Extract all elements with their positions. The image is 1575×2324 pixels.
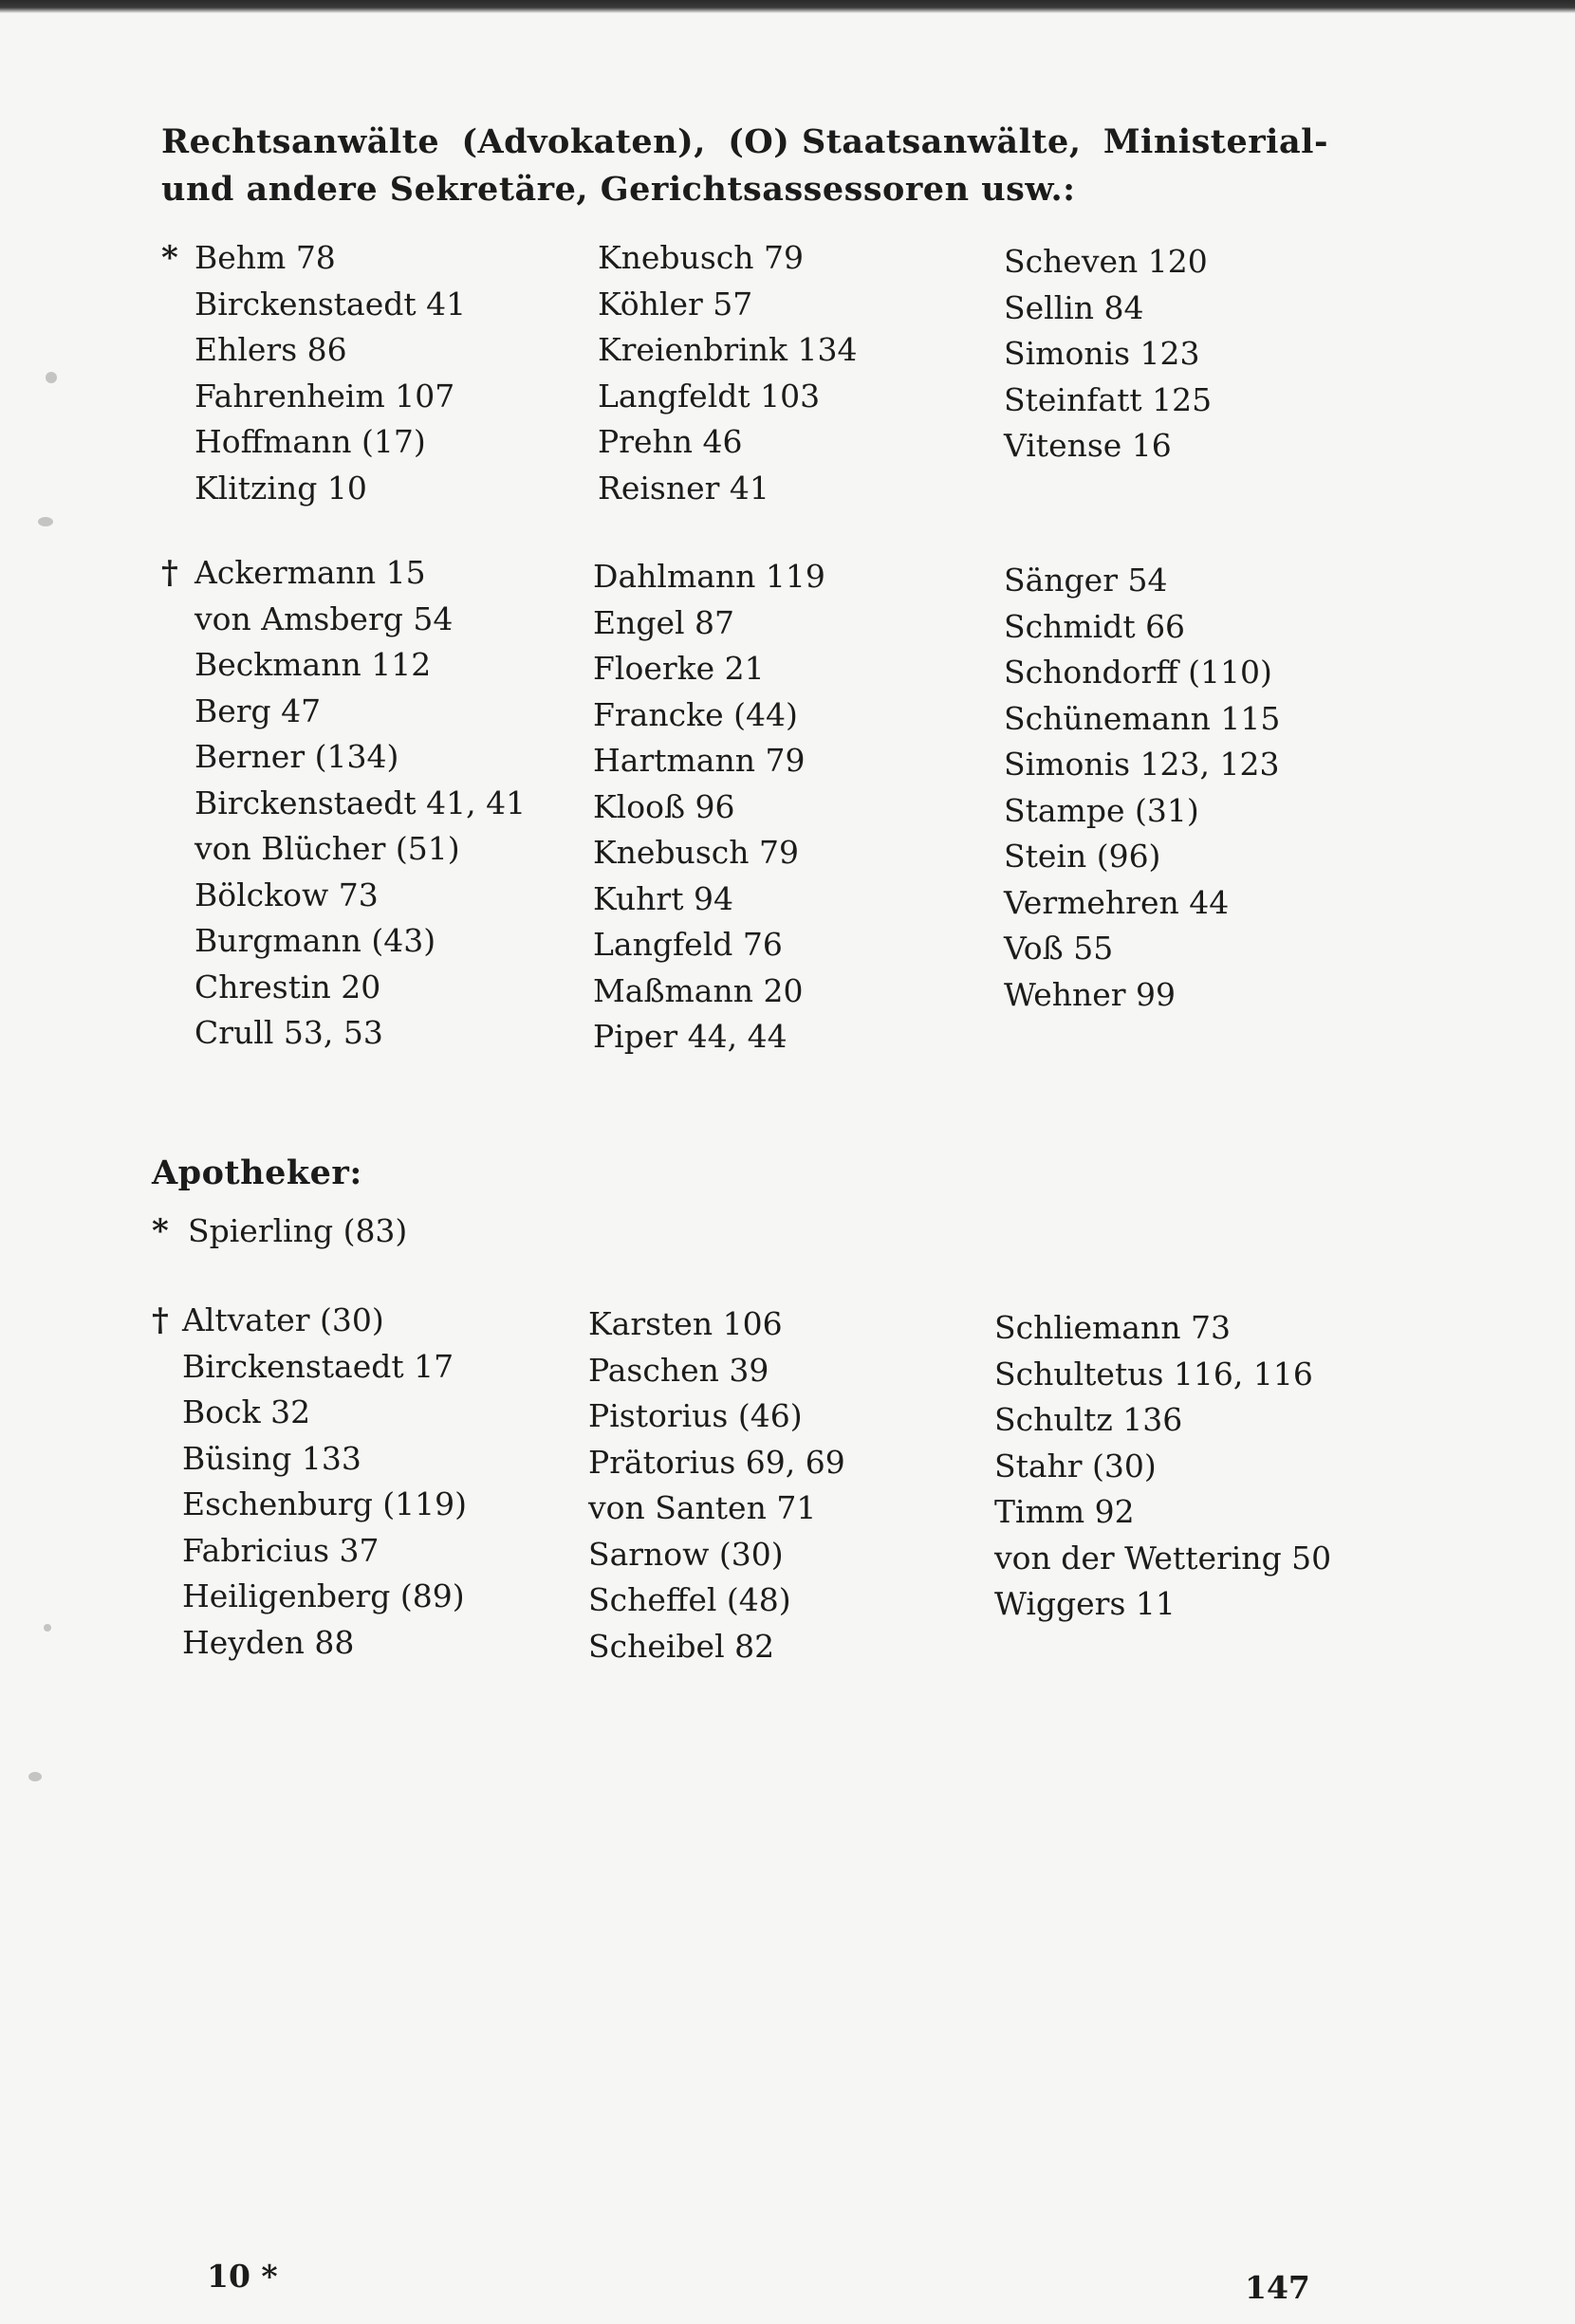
deceased-marker: † [152,1301,169,1339]
smudge-mark [38,517,53,526]
list-entry: Schünemann 115 [1004,699,1281,737]
list-entry: Bock 32 [182,1393,311,1430]
list-entry: Sänger 54 [1004,562,1168,599]
list-entry: Stahr (30) [994,1447,1157,1485]
lawyers-living-column-3 [1004,239,1212,470]
list-entry: von Amsberg 54 [195,599,454,637]
smudge-mark [44,1624,51,1632]
list-entry: Floerke 21 [593,650,765,687]
smudge-mark [28,1772,42,1781]
smudge-mark [46,372,57,383]
list-entry: Ackermann 15 [195,554,426,591]
list-entry: Hoffmann (17) [195,423,426,460]
list-entry: Vermehren 44 [1004,883,1230,921]
page-number: 147 [1245,2269,1310,2306]
list-entry: Birckenstaedt 41 [195,285,467,323]
list-entry: Kuhrt 94 [593,879,733,917]
list-entry: Prehn 46 [598,423,743,460]
apothecaries-living-column-1 [188,1208,407,1255]
list-entry: Maßmann 20 [593,971,804,1009]
list-entry: Ehlers 86 [195,331,347,368]
list-entry: Francke (44) [593,695,798,733]
list-entry: Simonis 123, 123 [1004,746,1280,783]
list-entry: von der Wettering 50 [994,1539,1332,1577]
list-entry: Eschenburg (119) [182,1485,468,1522]
apothecaries-deceased-column-1 [182,1298,467,1666]
list-entry: Hartmann 79 [593,742,806,779]
lawyers-deceased-column-1 [195,550,526,1057]
list-entry: Wehner 99 [1004,975,1177,1013]
list-entry: Spierling (83) [188,1212,408,1249]
list-entry: Birckenstaedt 17 [182,1347,454,1385]
list-entry: Pistorius (46) [588,1397,803,1434]
lawyers-deceased-column-2 [593,554,825,1061]
list-entry: Klitzing 10 [195,469,367,507]
apothecaries-deceased-column-2 [588,1301,845,1669]
list-entry: Kreienbrink 134 [598,331,858,368]
list-entry: Büsing 133 [182,1439,361,1477]
list-entry: Heiligenberg (89) [182,1577,465,1614]
list-entry: Sellin 84 [1004,288,1144,326]
list-entry: Bölckow 73 [195,876,379,913]
apothecaries-deceased-column-3 [994,1305,1331,1628]
list-entry: Vitense 16 [1004,427,1172,464]
list-entry: Paschen 39 [588,1351,769,1389]
list-entry: Sarnow (30) [588,1535,784,1573]
list-entry: Schmidt 66 [1004,607,1186,645]
section-heading-apothecaries: Apotheker: [152,1153,362,1192]
list-entry: Burgmann (43) [195,922,436,959]
living-marker: * [152,1212,169,1250]
list-entry: Crull 53, 53 [195,1014,383,1051]
list-entry: von Santen 71 [588,1489,817,1526]
list-entry: Simonis 123 [1004,335,1200,372]
page-top-edge [0,0,1575,13]
lawyers-living-column-1 [195,235,466,511]
heading-line-1 [161,119,1328,166]
heading-word: Ministerial- [1102,122,1328,161]
list-entry: von Blücher (51) [195,830,460,867]
heading-word: (O) Staatsanwälte, [728,122,1082,161]
list-entry: Prätorius 69, 69 [588,1443,845,1481]
list-entry: Scheibel 82 [588,1627,775,1665]
list-entry: Fahrenheim 107 [195,377,455,415]
list-entry: Knebusch 79 [598,239,804,276]
heading-word: Rechtsanwälte [161,122,440,161]
list-entry: Altvater (30) [182,1301,384,1338]
list-entry: Schliemann 73 [994,1309,1231,1346]
list-entry: Voß 55 [1004,930,1114,967]
list-entry: Langfeldt 103 [598,377,821,415]
list-entry: Stampe (31) [1004,791,1199,829]
list-entry: Schultetus 116, 116 [994,1355,1313,1393]
list-entry: Fabricius 37 [182,1531,380,1569]
sheet-signature: 10 * [207,2258,278,2295]
list-entry: Stein (96) [1004,838,1161,875]
list-entry: Karsten 106 [588,1305,783,1342]
heading-word: (Advokaten), [461,122,706,161]
list-entry: Schultz 136 [994,1401,1183,1438]
list-entry: Langfeld 76 [593,926,783,963]
list-entry: Berner (134) [195,738,399,775]
living-marker: * [161,239,178,277]
lawyers-living-column-2 [598,235,857,511]
list-entry: Chrestin 20 [195,968,381,1005]
list-entry: Wiggers 11 [994,1585,1176,1622]
deceased-marker: † [161,554,178,592]
list-entry: Schondorff (110) [1004,654,1272,691]
list-entry: Scheffel (48) [588,1581,791,1618]
list-entry: Birckenstaedt 41, 41 [195,784,527,821]
list-entry: Heyden 88 [182,1623,355,1661]
list-entry: Beckmann 112 [195,646,432,683]
list-entry: Reisner 41 [598,469,769,507]
lawyers-deceased-column-3 [1004,558,1280,1018]
list-entry: Steinfatt 125 [1004,380,1213,418]
list-entry: Berg 47 [195,692,322,729]
list-entry: Timm 92 [994,1493,1135,1530]
list-entry: Engel 87 [593,603,735,641]
list-entry: Knebusch 79 [593,834,799,871]
list-entry: Piper 44, 44 [593,1018,788,1055]
list-entry: Köhler 57 [598,285,753,323]
list-entry: Scheven 120 [1004,243,1208,280]
list-entry: Dahlmann 119 [593,558,825,595]
heading-line-2: und andere Sekretäre, Gerichtsassessoren usw.: [161,170,1076,209]
section-heading-lawyers [161,119,1328,213]
list-entry: Klooß 96 [593,787,735,825]
list-entry: Behm 78 [195,239,336,276]
